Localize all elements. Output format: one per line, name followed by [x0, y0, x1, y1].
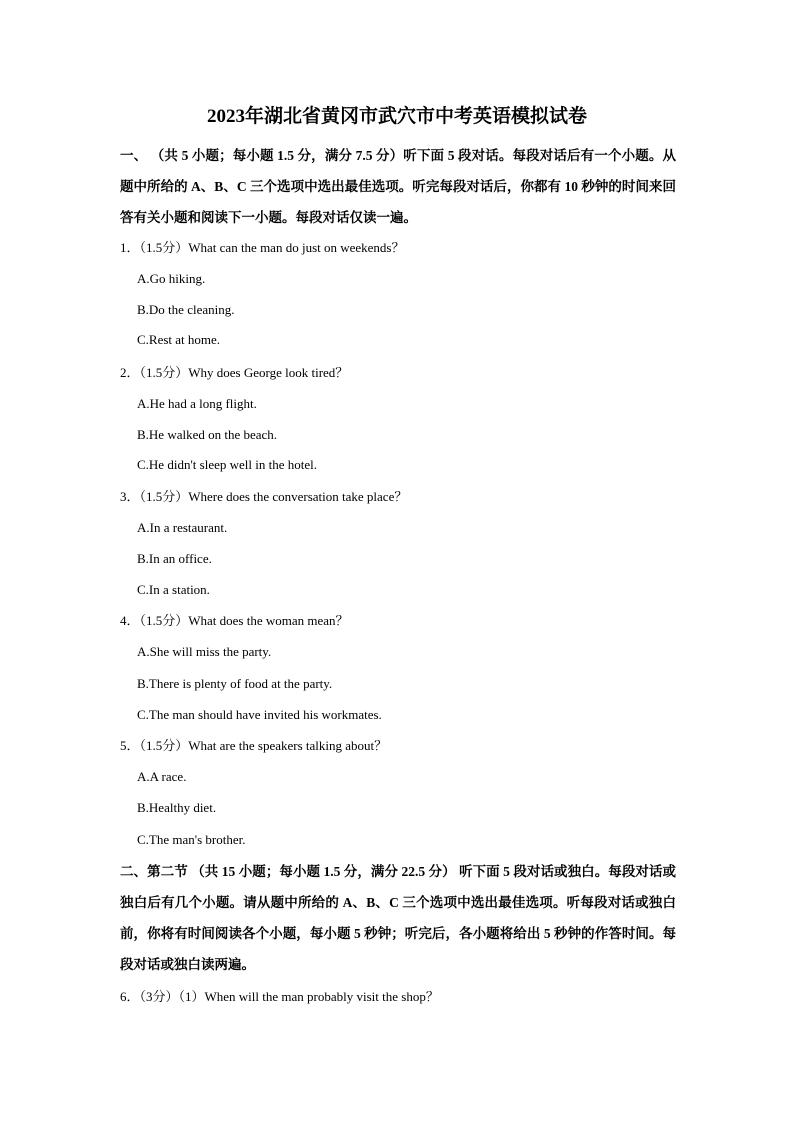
question-2-option-c: C.He didn't sleep well in the hotel.	[137, 457, 317, 472]
question-3-option-b: B.In an office.	[137, 551, 212, 566]
question-5-option-a: A.A race.	[137, 769, 187, 784]
question-1-option-c: C.Rest at home.	[137, 332, 221, 347]
question-4-option-b: B.There is plenty of food at the party.	[137, 676, 333, 691]
question-5-option-b: B.Healthy diet.	[137, 800, 217, 815]
question-3-option-c: C.In a station.	[137, 582, 210, 597]
question-1-stem: 1．（1.5分）What can the man do just on weekends？	[120, 240, 405, 255]
question-3-option-a: A.In a restaurant.	[137, 520, 228, 535]
question-4-option-c: C.The man should have invited his workmates.	[137, 707, 382, 722]
question-4-option-a: A.She will miss the party.	[137, 644, 272, 659]
section-1-instructions: 一、 （共 5 小题；每小题 1.5 分，满分 7.5 分）听下面 5 段对话。每段对话后有一个小题。从题中所给的 A、B、C 三个选项中选出最佳选项。听完每段对话后，你都有 10 秒钟的时间来回答有关小题和阅读下一小题。每段对话仅读一遍。	[120, 148, 676, 225]
question-3-stem: 3．（1.5分）Where does the conversation take place？	[120, 489, 408, 504]
question-2-option-a: A.He had a long flight.	[137, 396, 257, 411]
question-5-stem: 5．（1.5分）What are the speakers talking about？	[120, 738, 388, 753]
question-1-option-a: A.Go hiking.	[137, 271, 206, 286]
question-5-option-c: C.The man's brother.	[137, 832, 246, 847]
question-4-stem: 4．（1.5分）What does the woman mean？	[120, 613, 349, 628]
question-1-option-b: B.Do the cleaning.	[137, 302, 235, 317]
page-title: 2023年湖北省黄冈市武穴市中考英语模拟试卷	[206, 106, 587, 127]
question-6-stem: 6．（3分）（1）When will the man probably visit the shop？	[120, 989, 439, 1004]
question-2-stem: 2．（1.5分）Why does George look tired？	[120, 365, 349, 380]
section-2-instructions: 二、第二节 （共 15 小题；每小题 1.5 分，满分 22.5 分） 听下面 5 段对话或独白。每段对话或独白后有几个小题。请从题中所给的 A、B、C 三个选项中选出最佳选项。听每段对话或独白前，你将有时间阅读各个小题，每小题 5 秒钟；听完后，各小题将给出 5 秒钟的作答时间。每段对话或独白读两遍。	[120, 864, 676, 972]
question-2-option-b: B.He walked on the beach.	[137, 427, 278, 442]
